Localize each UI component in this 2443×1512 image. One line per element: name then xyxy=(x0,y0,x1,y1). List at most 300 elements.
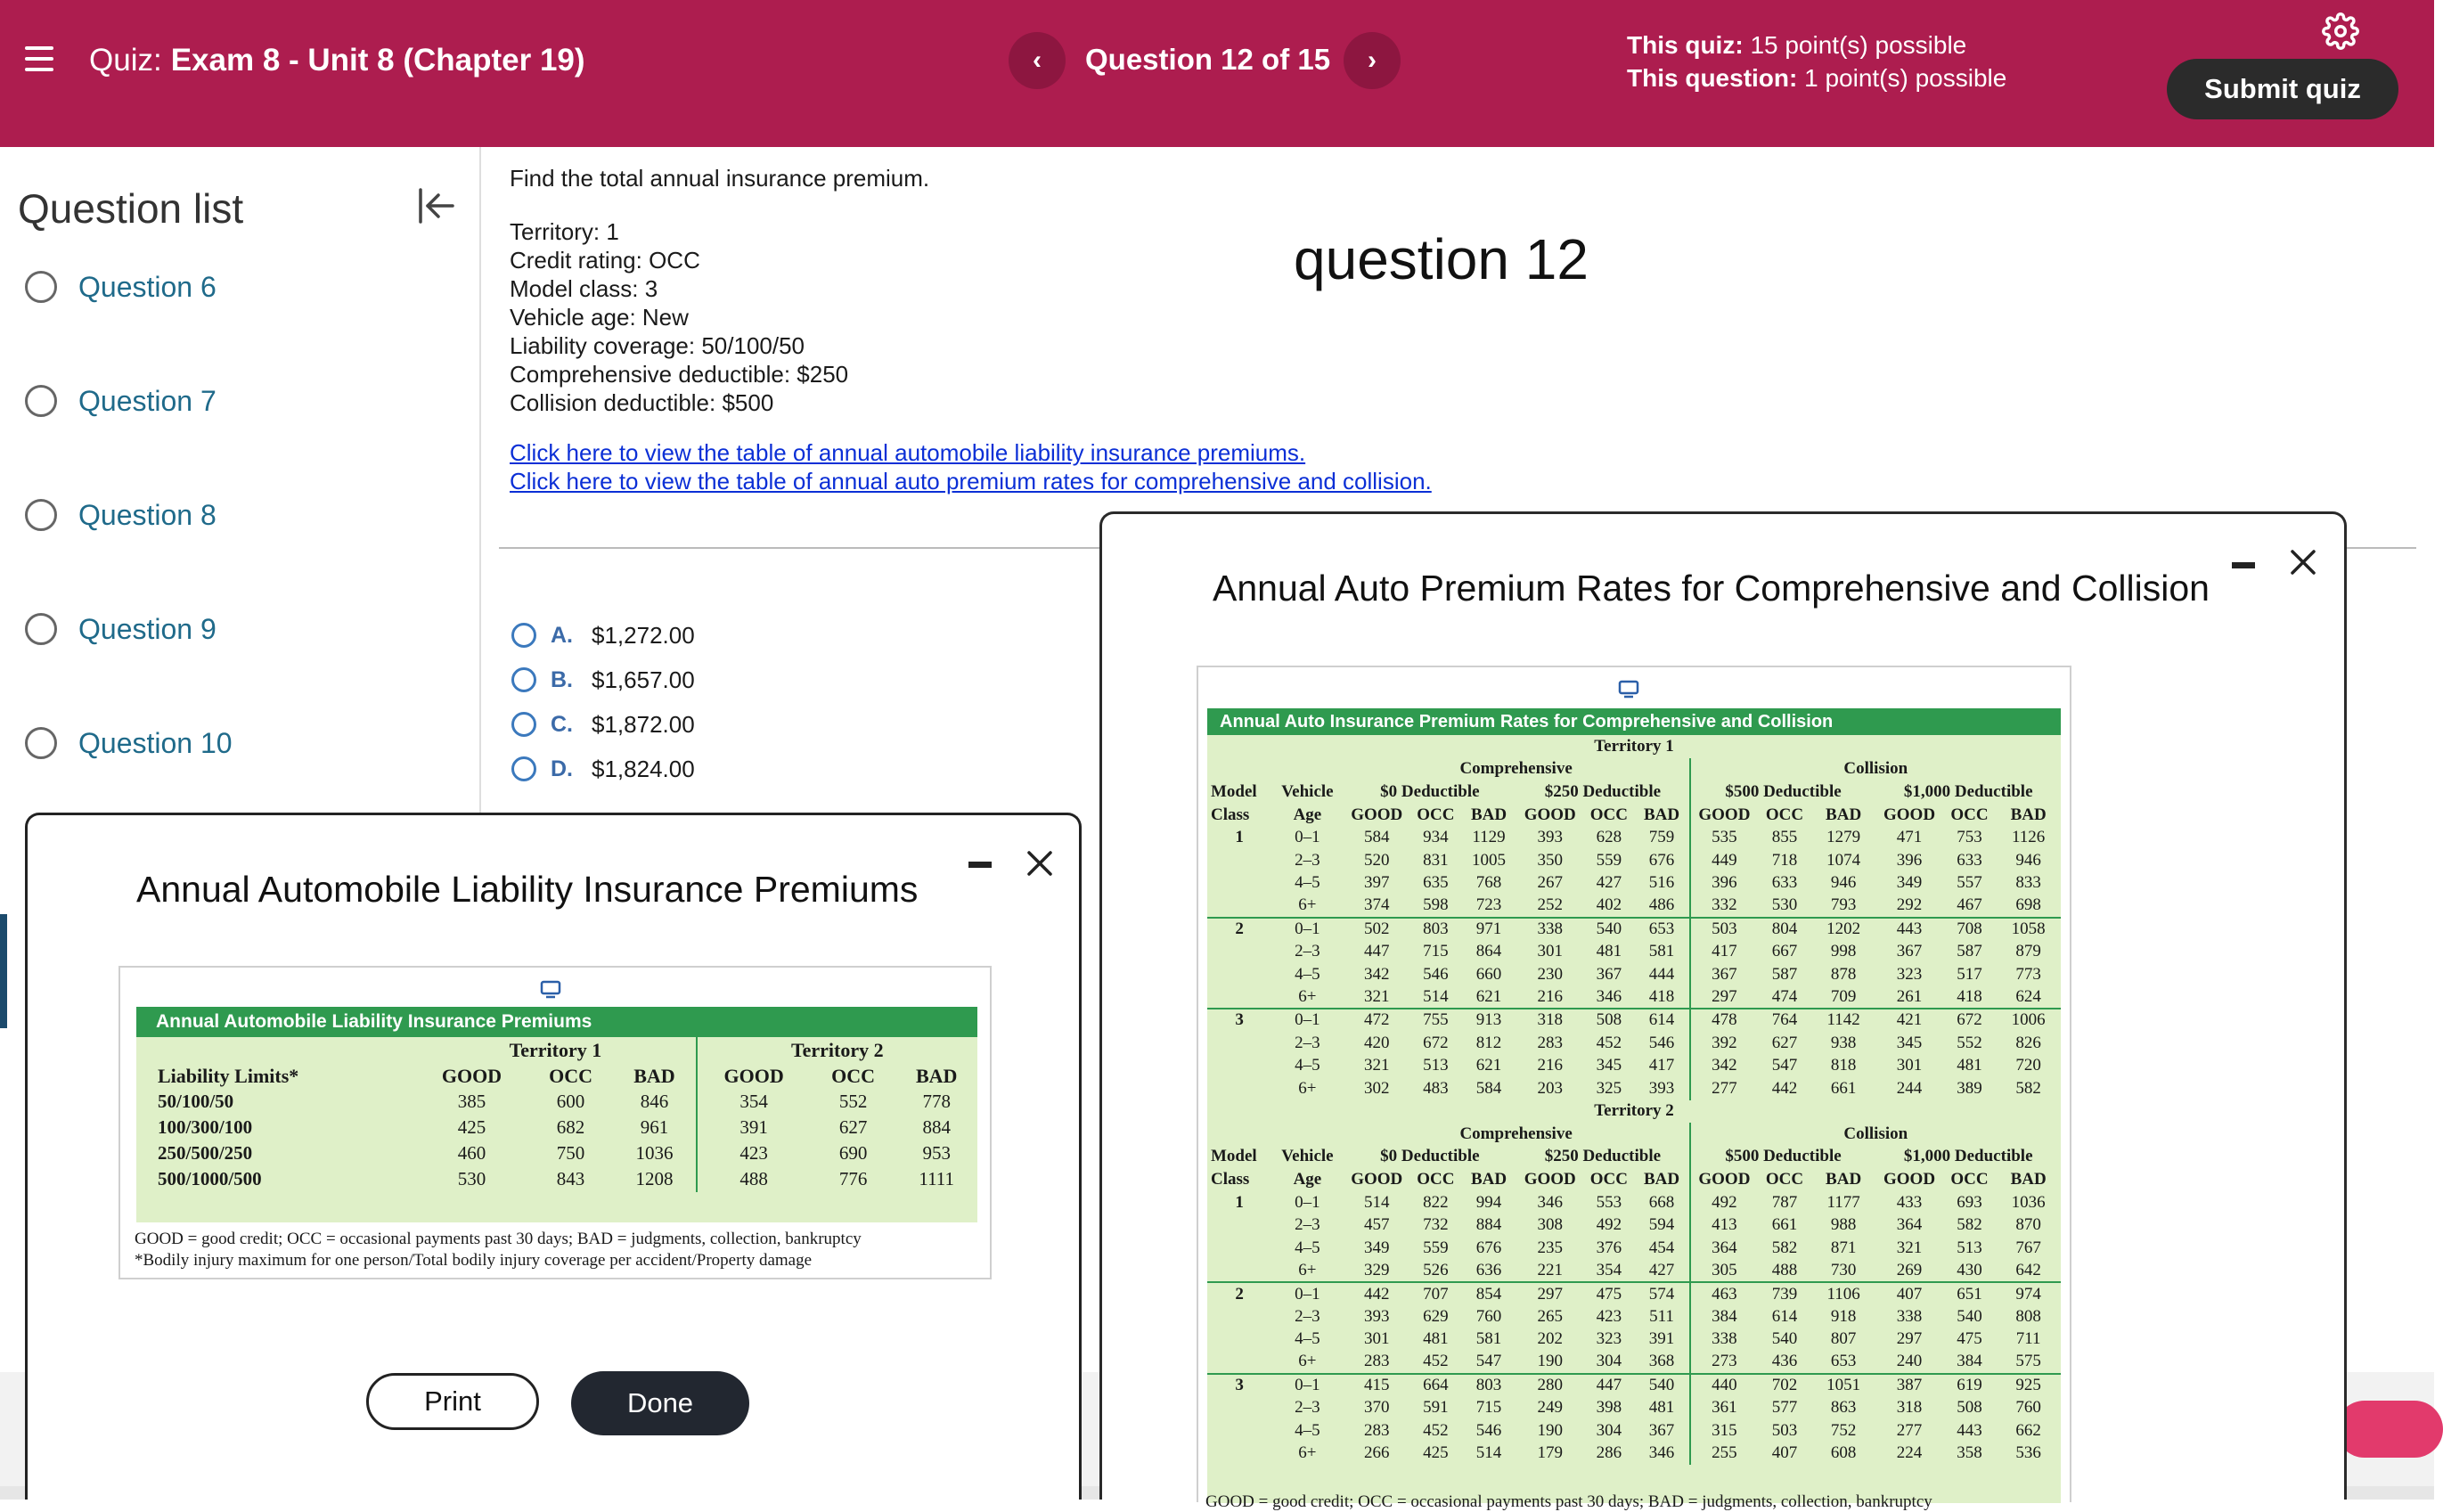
sidebar-item-label: Question 8 xyxy=(78,498,217,531)
credit-header: GOOD xyxy=(1351,805,1403,824)
premium-cell: 190 xyxy=(1537,1420,1563,1440)
premium-cell: 261 xyxy=(1896,986,1923,1006)
radio-circle-icon[interactable] xyxy=(511,623,536,648)
premium-cell: 764 xyxy=(1758,1009,1811,1032)
vehicle-age: 6+ xyxy=(1298,1352,1317,1371)
table-row xyxy=(1207,735,2061,758)
table-row xyxy=(1207,804,2061,827)
class-header: Class xyxy=(1211,805,1250,824)
vehicle-age: 4–5 xyxy=(1295,873,1320,893)
premium-cell: 582 xyxy=(1957,1215,1982,1235)
premium-cell: 863 xyxy=(1830,1398,1857,1418)
premium-cell: 301 xyxy=(1537,942,1563,961)
vehicle-age: 0–1 xyxy=(1271,1374,1343,1397)
vehicle-age: 4–5 xyxy=(1295,1420,1320,1440)
premium-cell: 342 xyxy=(1690,1054,1759,1077)
table-footnote: GOOD = good credit; OCC = occasional payments past 30 days; BAD = judgments, collection, bankruptcy xyxy=(1205,1492,1932,1511)
option-d[interactable] xyxy=(511,747,695,791)
premium-cell: 457 xyxy=(1363,1215,1390,1235)
enlarge-image-icon[interactable] xyxy=(1617,680,1640,699)
table-cell xyxy=(1207,1032,1271,1055)
liability-limit: 250/500/250 xyxy=(158,1142,253,1164)
premium-cell: 833 xyxy=(2015,873,2041,893)
premium-cell: 349 xyxy=(1896,873,1923,893)
collapse-sidebar-icon[interactable] xyxy=(413,184,456,227)
deductible-header: $500 Deductible xyxy=(1690,781,1876,804)
table-row xyxy=(1207,1146,2061,1169)
premium-cell: 709 xyxy=(1830,986,1857,1006)
premium-cell: 635 xyxy=(1423,873,1449,893)
premium-cell: 421 xyxy=(1875,1009,1942,1032)
table-row xyxy=(1207,1100,2061,1124)
premium-cell: 540 xyxy=(1583,918,1634,941)
model-header: Model xyxy=(1211,781,1257,801)
comprehensive-collision-rows xyxy=(1207,735,2061,1465)
premium-cell: 530 xyxy=(457,1168,486,1189)
premium-cell: 804 xyxy=(1758,918,1811,941)
premium-cell: 584 xyxy=(1363,828,1390,847)
premium-cell: 767 xyxy=(2015,1238,2041,1257)
radio-circle-icon xyxy=(25,499,57,531)
premium-cell: 385 xyxy=(457,1091,486,1112)
premium-cell: 297 xyxy=(1896,1329,1923,1349)
column-header: BAD xyxy=(915,1064,958,1087)
premium-cell: 396 xyxy=(1896,850,1923,870)
premium-cell: 283 xyxy=(1537,1033,1563,1052)
premium-cell: 773 xyxy=(2015,964,2041,984)
premium-cell: 698 xyxy=(2015,895,2041,915)
table-row xyxy=(1207,1191,2061,1214)
premium-cell: 591 xyxy=(1423,1398,1449,1418)
credit-header: GOOD xyxy=(1883,1170,1936,1189)
vehicle-age: 6+ xyxy=(1298,986,1317,1006)
premium-cell: 475 xyxy=(1957,1329,1982,1349)
premium-cell: 367 xyxy=(1648,1420,1675,1440)
sidebar-item-question-9[interactable] xyxy=(25,607,217,651)
premium-cell: 325 xyxy=(1596,1078,1622,1098)
premium-cell: 577 xyxy=(1771,1398,1798,1418)
premium-cell: 1111 xyxy=(919,1168,955,1189)
premium-cell: 346 xyxy=(1596,986,1622,1006)
premium-cell: 202 xyxy=(1537,1329,1563,1349)
premium-cell: 1051 xyxy=(1811,1374,1876,1397)
premium-cell: 433 xyxy=(1896,1192,1923,1212)
premium-cell: 661 xyxy=(1830,1078,1857,1098)
quiz-header xyxy=(0,0,2434,147)
premium-cell: 1208 xyxy=(635,1168,674,1189)
table-cell xyxy=(1207,1260,1271,1283)
premium-cell: 661 xyxy=(1771,1215,1798,1235)
sidebar-item-question-7[interactable] xyxy=(25,379,217,423)
premium-cell: 486 xyxy=(1648,895,1675,915)
vehicle-age: 0–1 xyxy=(1271,1282,1343,1305)
premium-cell: 474 xyxy=(1771,986,1798,1006)
premium-cell: 546 xyxy=(1475,1420,1502,1440)
table-row xyxy=(1207,1328,2061,1351)
premium-cell: 297 xyxy=(1516,1282,1583,1305)
given-vehicle-age: Vehicle age: New xyxy=(510,304,689,331)
premium-cell: 280 xyxy=(1516,1374,1583,1397)
radio-circle-icon[interactable] xyxy=(511,756,536,781)
premium-cell: 342 xyxy=(1363,964,1390,984)
premium-cell: 471 xyxy=(1896,828,1923,847)
vehicle-age: 6+ xyxy=(1298,1078,1317,1098)
credit-header: OCC xyxy=(1589,805,1628,824)
premium-cell: 481 xyxy=(1957,1056,1982,1075)
table-row xyxy=(1207,826,2061,849)
liability-table-link[interactable]: Click here to view the table of annual automobile liability insurance premiums. xyxy=(510,439,1306,466)
option-letter: D. xyxy=(551,756,573,781)
model-class: 3 xyxy=(1207,1374,1271,1397)
premium-cell: 427 xyxy=(1648,1260,1675,1279)
premium-cell: 739 xyxy=(1758,1282,1811,1305)
premium-cell: 384 xyxy=(1957,1352,1982,1371)
premium-cell: 297 xyxy=(1690,986,1759,1009)
question-points-label: This question: xyxy=(1627,64,1798,92)
sidebar-item-question-10[interactable] xyxy=(25,721,233,765)
premium-cell: 436 xyxy=(1771,1352,1798,1371)
premium-cell: 629 xyxy=(1423,1306,1449,1326)
close-icon[interactable] xyxy=(1024,847,1056,879)
table-row xyxy=(1207,872,2061,895)
option-b[interactable] xyxy=(511,658,695,702)
comprehensive-collision-table-link[interactable]: Click here to view the table of annual auto premium rates for comprehensive and collision. xyxy=(510,468,1432,494)
table-row xyxy=(1207,1032,2061,1055)
premium-cell: 598 xyxy=(1423,895,1449,915)
premium-cell: 398 xyxy=(1596,1398,1622,1418)
table-cell xyxy=(1207,895,1271,918)
table-cell xyxy=(1207,1054,1271,1077)
done-button[interactable]: Done xyxy=(571,1371,749,1435)
premium-cell: 374 xyxy=(1363,895,1390,915)
premium-cell: 1177 xyxy=(1826,1192,1860,1212)
table-footnote: *Bodily injury maximum for one person/Total bodily injury coverage per accident/Property damage xyxy=(135,1251,813,1270)
premium-cell: 323 xyxy=(1896,964,1923,984)
premium-cell: 520 xyxy=(1363,850,1390,870)
premium-cell: 338 xyxy=(1516,918,1583,941)
radio-circle-icon[interactable] xyxy=(511,667,536,692)
premium-cell: 503 xyxy=(1690,918,1759,941)
premium-cell: 452 xyxy=(1423,1352,1449,1371)
gear-icon[interactable] xyxy=(2322,12,2359,50)
vehicle-age: 0–1 xyxy=(1295,1192,1320,1212)
premium-cell: 391 xyxy=(697,1115,811,1140)
premium-cell: 508 xyxy=(1957,1398,1982,1418)
premium-cell: 308 xyxy=(1537,1215,1563,1235)
credit-header: BAD xyxy=(1826,1170,1862,1189)
premium-cell: 427 xyxy=(1596,873,1622,893)
premium-cell: 415 xyxy=(1344,1374,1410,1397)
premium-cell: 559 xyxy=(1596,850,1622,870)
premium-cell: 367 xyxy=(1896,942,1923,961)
credit-header: OCC xyxy=(1950,805,1989,824)
sidebar-item-question-6[interactable] xyxy=(25,265,217,309)
premium-cell: 442 xyxy=(1344,1282,1410,1305)
premium-cell: 676 xyxy=(1475,1238,1502,1257)
premium-cell: 389 xyxy=(1957,1078,1982,1098)
premium-cell: 397 xyxy=(1363,873,1390,893)
help-pill-button[interactable] xyxy=(2336,1401,2443,1458)
premium-cell: 621 xyxy=(1475,1056,1502,1075)
premium-cell: 452 xyxy=(1596,1033,1622,1052)
premium-cell: 393 xyxy=(1537,828,1563,847)
premium-cell: 321 xyxy=(1896,1238,1923,1257)
premium-cell: 720 xyxy=(2015,1056,2041,1075)
premium-cell: 582 xyxy=(1771,1238,1798,1257)
next-question-button[interactable] xyxy=(1344,32,1401,89)
premium-cell: 627 xyxy=(1771,1033,1798,1052)
premium-cell: 526 xyxy=(1423,1260,1449,1279)
liability-limit: 50/100/50 xyxy=(158,1091,234,1112)
premium-cell: 1142 xyxy=(1811,1009,1876,1032)
premium-cell: 730 xyxy=(1830,1260,1857,1279)
premium-cell: 546 xyxy=(1423,964,1449,984)
territory-header: Territory 2 xyxy=(1594,1101,1674,1121)
premium-cell: 345 xyxy=(1896,1033,1923,1052)
deductible-header: $250 Deductible xyxy=(1544,781,1662,801)
vehicle-age: 2–3 xyxy=(1295,1306,1320,1326)
premium-cell: 559 xyxy=(1423,1238,1449,1257)
table-row xyxy=(1207,1282,2061,1305)
premium-cell: 913 xyxy=(1461,1009,1516,1032)
sidebar-item-question-8[interactable] xyxy=(25,493,217,537)
minimize-icon[interactable] xyxy=(2232,562,2255,568)
premium-cell: 221 xyxy=(1537,1260,1563,1279)
credit-header: GOOD xyxy=(1883,805,1936,824)
option-value: $1,272.00 xyxy=(592,621,695,649)
premium-cell: 812 xyxy=(1475,1033,1502,1052)
premium-cell: 423 xyxy=(1596,1306,1622,1326)
premium-cell: 286 xyxy=(1596,1443,1622,1463)
premium-cell: 660 xyxy=(1475,964,1502,984)
premium-cell: 718 xyxy=(1771,850,1798,870)
premium-cell: 240 xyxy=(1896,1352,1923,1371)
premium-cell: 267 xyxy=(1537,873,1563,893)
premium-cell: 338 xyxy=(1896,1306,1923,1326)
credit-header: OCC xyxy=(1417,805,1455,824)
premium-cell: 252 xyxy=(1537,895,1563,915)
premium-cell: 516 xyxy=(1648,873,1675,893)
model-class: 2 xyxy=(1207,1282,1271,1305)
premium-cell: 443 xyxy=(1875,918,1942,941)
premium-cell: 1126 xyxy=(2012,828,2046,847)
table-cell xyxy=(1207,758,1344,781)
premium-cell: 667 xyxy=(1771,942,1798,961)
premium-cell: 216 xyxy=(1537,1056,1563,1075)
option-c[interactable] xyxy=(511,702,695,747)
vehicle-header: Vehicle xyxy=(1281,1147,1334,1166)
premium-cell: 807 xyxy=(1830,1329,1857,1349)
premium-cell: 547 xyxy=(1475,1352,1502,1371)
premium-cell: 514 xyxy=(1475,1443,1502,1463)
premium-cell: 321 xyxy=(1363,986,1390,1006)
option-a[interactable] xyxy=(511,613,695,658)
premium-cell: 822 xyxy=(1423,1192,1449,1212)
vehicle-age: 0–1 xyxy=(1271,918,1343,941)
question-panel xyxy=(510,165,2416,495)
radio-circle-icon xyxy=(25,613,57,645)
premium-cell: 787 xyxy=(1771,1192,1798,1212)
premium-cell: 1074 xyxy=(1826,850,1861,870)
premium-cell: 417 xyxy=(1648,1056,1675,1075)
premium-cell: 676 xyxy=(1648,850,1675,870)
premium-cell: 715 xyxy=(1475,1398,1502,1418)
premium-cell: 368 xyxy=(1648,1352,1675,1371)
table-row xyxy=(1207,940,2061,963)
premium-cell: 329 xyxy=(1363,1260,1390,1279)
given-territory: Territory: 1 xyxy=(510,218,619,245)
credit-header: BAD xyxy=(1470,1170,1507,1189)
vehicle-age: 4–5 xyxy=(1295,1238,1320,1257)
premium-cell: 854 xyxy=(1461,1282,1516,1305)
model-class: 3 xyxy=(1207,1009,1271,1032)
radio-circle-icon[interactable] xyxy=(511,712,536,737)
table-cell xyxy=(1207,1077,1271,1100)
table-row xyxy=(1207,758,2061,781)
premium-cell: 301 xyxy=(1363,1329,1390,1349)
table-cell xyxy=(1207,1442,1271,1465)
deductible-header: $0 Deductible xyxy=(1380,781,1480,801)
premium-cell: 301 xyxy=(1896,1056,1923,1075)
premium-cell: 621 xyxy=(1475,986,1502,1006)
quiz-title-prefix: Quiz: xyxy=(89,43,162,78)
table-row xyxy=(1207,781,2061,804)
comprehensive-header: Comprehensive xyxy=(1459,759,1573,779)
liability-table-body xyxy=(136,1037,977,1222)
deductible-header: $500 Deductible xyxy=(1690,1146,1876,1169)
premium-cell: 918 xyxy=(1830,1306,1857,1326)
popup-title: Annual Automobile Liability Insurance Premiums xyxy=(136,869,919,910)
credit-header: BAD xyxy=(1643,1170,1680,1189)
premium-cell: 870 xyxy=(2015,1215,2041,1235)
premium-cell: 715 xyxy=(1423,942,1449,961)
table-links xyxy=(510,438,2416,495)
table-row xyxy=(1207,1123,2061,1146)
premium-cell: 425 xyxy=(457,1116,486,1138)
liability-limit: 100/300/100 xyxy=(158,1116,253,1138)
premium-cell: 574 xyxy=(1634,1282,1689,1305)
premium-cell: 843 xyxy=(556,1168,585,1189)
premium-cell: 190 xyxy=(1537,1352,1563,1371)
premium-cell: 444 xyxy=(1648,964,1675,984)
quiz-name: Exam 8 - Unit 8 (Chapter 19) xyxy=(170,43,585,78)
table-row xyxy=(1207,1214,2061,1237)
deductible-header: $250 Deductible xyxy=(1544,1147,1662,1166)
class-header: Class xyxy=(1211,1170,1250,1189)
credit-header: BAD xyxy=(2010,1170,2047,1189)
premium-cell: 283 xyxy=(1363,1352,1390,1371)
premium-cell: 346 xyxy=(1537,1192,1563,1212)
premium-cell: 535 xyxy=(1690,826,1759,849)
premium-cell: 755 xyxy=(1410,1009,1461,1032)
premium-cell: 971 xyxy=(1461,918,1516,941)
credit-header: GOOD xyxy=(1690,804,1759,827)
premium-cell: 230 xyxy=(1537,964,1563,984)
premium-cell: 594 xyxy=(1648,1215,1675,1235)
premium-cell: 447 xyxy=(1363,942,1390,961)
premium-cell: 315 xyxy=(1690,1419,1759,1443)
model-class: 2 xyxy=(1207,918,1271,941)
premium-cell: 384 xyxy=(1690,1305,1759,1328)
premium-cell: 440 xyxy=(1690,1374,1759,1397)
premium-cell: 723 xyxy=(1475,895,1502,915)
table-cell xyxy=(1207,1305,1271,1328)
option-letter: B. xyxy=(551,666,573,692)
premium-cell: 793 xyxy=(1830,895,1857,915)
collision-header: Collision xyxy=(1690,758,2061,781)
premium-cell: 760 xyxy=(2015,1398,2041,1418)
comprehensive-collision-table-body xyxy=(1207,735,2061,1503)
given-comprehensive-deductible: Comprehensive deductible: $250 xyxy=(510,361,849,388)
premium-cell: 553 xyxy=(1596,1192,1622,1212)
premium-cell: 934 xyxy=(1423,828,1449,847)
vehicle-age: 2–3 xyxy=(1295,1398,1320,1418)
premium-cell: 235 xyxy=(1537,1238,1563,1257)
premium-cell: 418 xyxy=(1648,986,1675,1006)
premium-cell: 759 xyxy=(1648,828,1675,847)
premium-cell: 513 xyxy=(1957,1238,1982,1257)
minimize-icon[interactable] xyxy=(968,862,992,868)
answer-options xyxy=(511,613,695,791)
table-row xyxy=(1207,1237,2061,1260)
premium-cell: 413 xyxy=(1690,1214,1759,1237)
vehicle-age: 2–3 xyxy=(1295,850,1320,870)
table-note: GOOD = good credit; OCC = occasional payments past 30 days; BAD = judgments, collection, bankruptcy xyxy=(135,1230,862,1248)
comprehensive-collision-table-image xyxy=(1197,666,2071,1511)
close-icon[interactable] xyxy=(2287,546,2319,578)
radio-circle-icon xyxy=(25,271,57,303)
premium-cell: 624 xyxy=(2015,986,2041,1006)
premium-cell: 443 xyxy=(1957,1420,1982,1440)
premium-cell: 318 xyxy=(1516,1009,1583,1032)
credit-header: GOOD xyxy=(1524,805,1576,824)
comprehensive-collision-table xyxy=(1207,735,2061,1465)
premium-cell: 552 xyxy=(838,1091,868,1112)
credit-header: BAD xyxy=(2010,805,2047,824)
table-heading: Annual Auto Insurance Premium Rates for Comprehensive and Collision xyxy=(1207,708,2061,735)
submit-quiz-button[interactable]: Submit quiz xyxy=(2167,59,2398,119)
enlarge-image-icon[interactable] xyxy=(539,980,562,1000)
sidebar-item-label: Question 9 xyxy=(78,612,217,645)
previous-question-button[interactable] xyxy=(1009,32,1066,89)
column-header: OCC xyxy=(549,1064,592,1087)
premium-cell: 994 xyxy=(1475,1192,1502,1212)
premium-cell: 475 xyxy=(1583,1282,1634,1305)
premium-cell: 277 xyxy=(1690,1077,1759,1100)
premium-cell: 354 xyxy=(697,1089,811,1115)
menu-icon[interactable] xyxy=(25,46,53,71)
premium-cell: 265 xyxy=(1537,1306,1563,1326)
premium-cell: 318 xyxy=(1896,1398,1923,1418)
deductible-header: $0 Deductible xyxy=(1380,1147,1480,1166)
premium-cell: 367 xyxy=(1690,963,1759,986)
column-header: Liability Limits* xyxy=(158,1064,299,1087)
premium-cell: 244 xyxy=(1896,1078,1923,1098)
territory-header: Territory 1 xyxy=(1594,736,1674,756)
credit-header: GOOD xyxy=(1524,1170,1576,1189)
premium-cell: 447 xyxy=(1583,1374,1634,1397)
radio-circle-icon xyxy=(25,727,57,759)
model-header: Model xyxy=(1211,1147,1257,1166)
question-points-value: 1 point(s) possible xyxy=(1804,64,2007,92)
print-button[interactable]: Print xyxy=(366,1373,539,1430)
premium-cell: 277 xyxy=(1896,1420,1923,1440)
credit-header: OCC xyxy=(1589,1170,1628,1189)
vehicle-age: 4–5 xyxy=(1295,1329,1320,1349)
model-class: 1 xyxy=(1235,1192,1244,1212)
premium-cell: 826 xyxy=(2015,1033,2041,1052)
premium-cell: 540 xyxy=(1634,1374,1689,1397)
